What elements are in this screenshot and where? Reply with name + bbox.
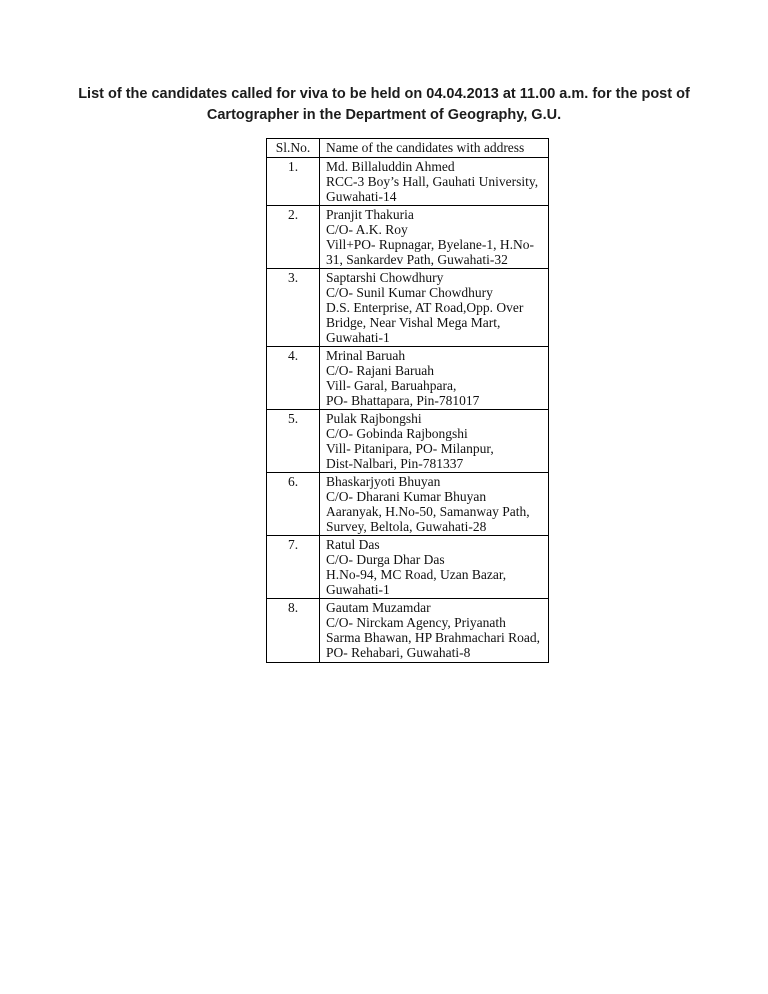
candidate-address-line: Vill- Garal, Baruahpara, — [326, 378, 457, 393]
candidate-name: Pulak Rajbongshi — [326, 411, 422, 426]
candidate-address-line: Vill- Pitanipara, PO- Milanpur, — [326, 441, 494, 456]
page-title — [0, 84, 768, 126]
candidate-name: Gautam Muzamdar — [326, 600, 431, 615]
candidate-address-line: RCC-3 Boy’s Hall, Gauhati University, — [326, 174, 539, 189]
header-sl-no: Sl.No. — [267, 139, 320, 158]
header-row — [267, 139, 549, 158]
serial-number-cell: 1. — [267, 158, 320, 206]
serial-number-cell: 3. — [267, 269, 320, 347]
page-title-line-2: Cartographer in the Department of Geography, G.U. — [206, 107, 562, 123]
candidate-cell — [320, 473, 549, 536]
candidate-address-line: C/O- Nirckam Agency, Priyanath — [326, 615, 506, 630]
candidate-address-line: C/O- Rajani Baruah — [326, 363, 434, 378]
candidate-cell — [320, 599, 549, 663]
candidate-address-line: PO- Bhattapara, Pin-781017 — [326, 393, 480, 408]
candidates-table — [266, 138, 549, 663]
candidate-name: Mrinal Baruah — [326, 348, 406, 363]
candidate-address-line: 31, Sankardev Path, Guwahati-32 — [326, 252, 508, 267]
candidate-address-line: H.No-94, MC Road, Uzan Bazar, — [326, 567, 507, 582]
candidate-cell — [320, 536, 549, 599]
candidate-address-line: Guwahati-1 — [326, 582, 390, 597]
candidate-address-line: Sarma Bhawan, HP Brahmachari Road, — [326, 630, 540, 645]
header-name-address: Name of the candidates with address — [320, 139, 549, 158]
table-row — [267, 206, 549, 269]
candidate-address-line: Guwahati-1 — [326, 330, 390, 345]
candidate-address-line: C/O- Gobinda Rajbongshi — [326, 426, 468, 441]
candidate-name: Ratul Das — [326, 537, 380, 552]
serial-number-cell: 7. — [267, 536, 320, 599]
candidate-address-line: Aaranyak, H.No-50, Samanway Path, — [326, 504, 530, 519]
candidate-address-line: C/O- Durga Dhar Das — [326, 552, 445, 567]
table-row — [267, 599, 549, 663]
candidate-cell — [320, 158, 549, 206]
candidate-address-line: C/O- Sunil Kumar Chowdhury — [326, 285, 493, 300]
candidate-table-body — [267, 158, 549, 663]
page-title-line-1: List of the candidates called for viva to be held on 04.04.2013 at 11.00 a.m. for the post of — [78, 86, 690, 102]
table-row — [267, 536, 549, 599]
candidate-address-line: Survey, Beltola, Guwahati-28 — [326, 519, 487, 534]
candidate-address-line: Bridge, Near Vishal Mega Mart, — [326, 315, 501, 330]
serial-number-cell: 4. — [267, 347, 320, 410]
table-row — [267, 158, 549, 206]
candidate-address-line: PO- Rehabari, Guwahati-8 — [326, 645, 471, 660]
table-row — [267, 269, 549, 347]
serial-number-cell: 5. — [267, 410, 320, 473]
table-row — [267, 347, 549, 410]
candidate-name: Bhaskarjyoti Bhuyan — [326, 474, 441, 489]
table-row — [267, 473, 549, 536]
serial-number-cell: 8. — [267, 599, 320, 663]
table-row — [267, 410, 549, 473]
candidate-cell — [320, 410, 549, 473]
candidate-name: Md. Billaluddin Ahmed — [326, 159, 455, 174]
candidate-address-line: Guwahati-14 — [326, 189, 397, 204]
candidate-address-line: Vill+PO- Rupnagar, Byelane-1, H.No- — [326, 237, 534, 252]
serial-number-cell: 6. — [267, 473, 320, 536]
candidate-address-line: D.S. Enterprise, AT Road,Opp. Over — [326, 300, 524, 315]
candidate-name: Pranjit Thakuria — [326, 207, 414, 222]
candidate-cell — [320, 347, 549, 410]
candidate-name: Saptarshi Chowdhury — [326, 270, 444, 285]
candidates-table-header — [267, 139, 549, 158]
candidate-address-line: C/O- A.K. Roy — [326, 222, 408, 237]
candidate-address-line: Dist-Nalbari, Pin-781337 — [326, 456, 464, 471]
candidate-cell — [320, 269, 549, 347]
candidate-address-line: C/O- Dharani Kumar Bhuyan — [326, 489, 487, 504]
candidate-cell — [320, 206, 549, 269]
serial-number-cell: 2. — [267, 206, 320, 269]
